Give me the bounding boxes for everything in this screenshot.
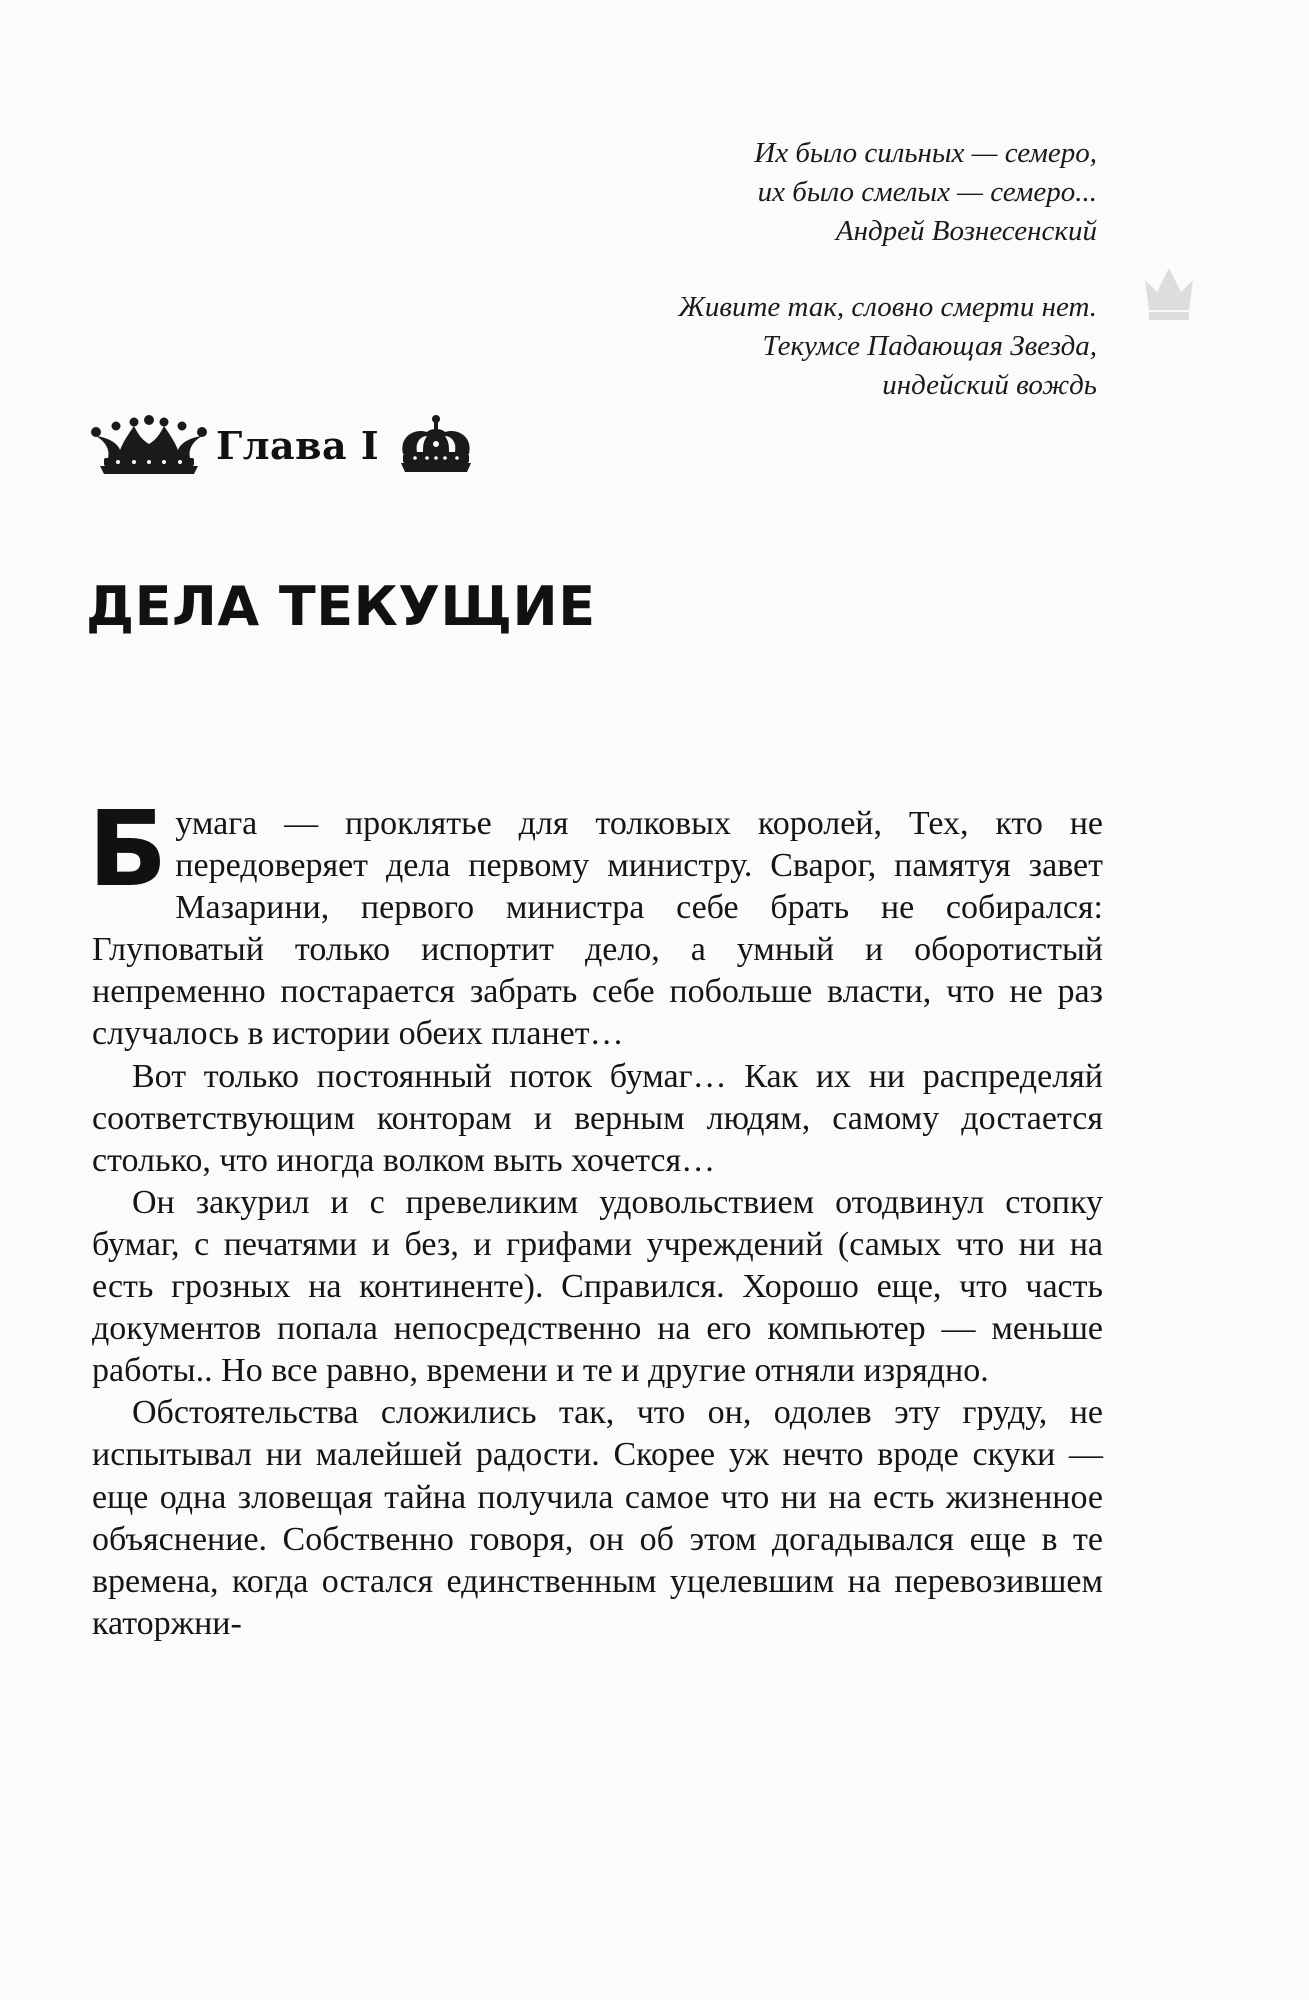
epigraph-line: Их было сильных — семеро, (754, 137, 1097, 169)
paragraph-text: умага — проклятье для толковых королей, Тех, кто не передоверяет дела первому министру. Сварог, памятуя завет Мазарини, первого министра себе брать не собирался: Глуповатый только испортит дело, а умный и оборотистый непременно постарается забрать себе побольше власти, что не раз случалось в истории обеих планет… (92, 805, 1103, 1053)
crown-icon (88, 414, 210, 476)
chapter-title: ДЕЛА ТЕКУЩИЕ (86, 575, 596, 638)
epigraph-author: Андрей Вознесенский (835, 215, 1097, 247)
epigraph-voznesensky (754, 134, 1097, 251)
bleed-through-crown-icon (1139, 260, 1199, 330)
epigraph-tecumseh (678, 288, 1097, 405)
epigraph-author-note: индейский вождь (882, 369, 1097, 401)
paragraph (88, 788, 1103, 1056)
body-text (88, 788, 1103, 1645)
epigraph-author: Текумсе Падающая Звезда, (762, 330, 1097, 362)
paragraph: Обстоятельства сложились так, что он, одолев эту груду, не испытывал ни малейшей радости. Скорее уж нечто вроде скуки — еще одна зловещая тайна получила самое что ни на есть жизненное объяснение. Собственно говоря, он об этом догадывался еще в те времена, когда остался единственным уцелевшим на перевозившем каторжни- (92, 1394, 1103, 1642)
chapter-heading (88, 410, 477, 480)
paragraph: Вот только постоянный поток бумаг… Как их ни распределяй соответствующим конторам и верным людям, самому достается столько, что иногда волком выть хочется… (92, 1057, 1103, 1179)
epigraph-line: их было смелых — семеро... (757, 176, 1097, 208)
paragraph: Он закурил и с превеликим удовольствием отодвинул стопку бумаг, с печатями и без, и грифами учреждений (самых что ни на есть грозных на континенте). Справился. Хорошо еще, что часть документов попала непосредственно на его компьютер — меньше работы.. Но все равно, времени и те и другие отняли изрядно. (92, 1183, 1103, 1390)
drop-cap: Б (88, 788, 168, 910)
crown-icon (395, 414, 477, 476)
chapter-label: Глава I (216, 422, 380, 468)
epigraph-line: Живите так, словно смерти нет. (678, 291, 1097, 323)
